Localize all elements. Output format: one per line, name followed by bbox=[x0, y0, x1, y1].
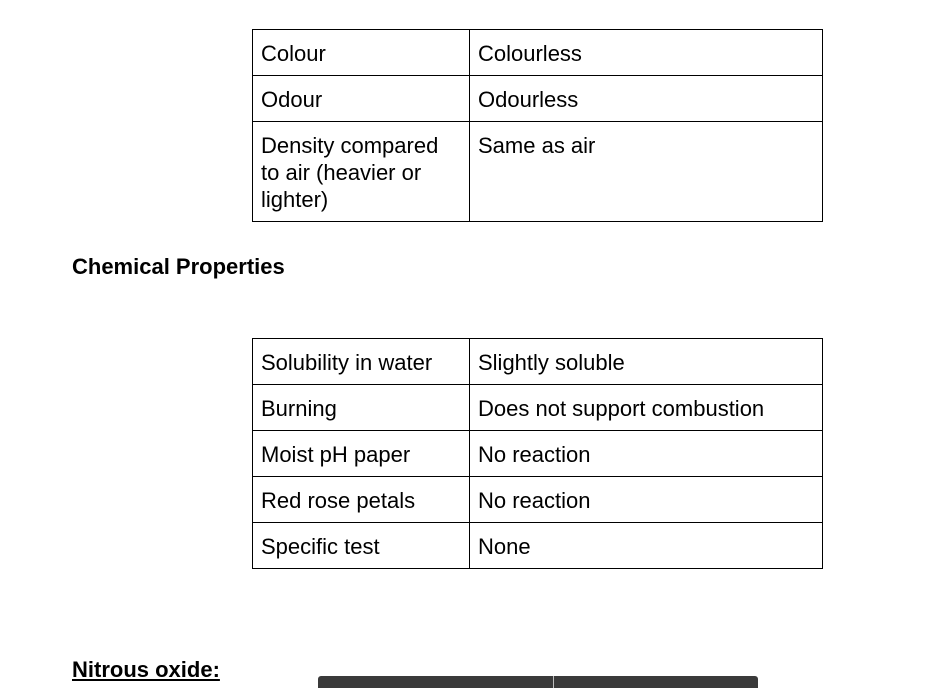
column-divider bbox=[553, 676, 554, 688]
value-cell: Odourless bbox=[470, 76, 823, 122]
property-cell: Red rose petals bbox=[253, 477, 470, 523]
nitrous-oxide-heading: Nitrous oxide: bbox=[72, 657, 220, 682]
physical-properties-table bbox=[252, 29, 823, 222]
table-row bbox=[253, 76, 823, 122]
value-cell: Colourless bbox=[470, 30, 823, 76]
nitrous-oxide-table-top-edge bbox=[318, 676, 758, 688]
value-cell: Does not support combustion bbox=[470, 385, 823, 431]
property-cell: Burning bbox=[253, 385, 470, 431]
table-row bbox=[253, 477, 823, 523]
table-row bbox=[253, 431, 823, 477]
table-row bbox=[253, 30, 823, 76]
chemical-properties-table bbox=[252, 338, 823, 569]
table-row bbox=[253, 339, 823, 385]
property-cell: Odour bbox=[253, 76, 470, 122]
value-cell: None bbox=[470, 523, 823, 569]
table-row bbox=[253, 523, 823, 569]
value-cell: No reaction bbox=[470, 431, 823, 477]
property-cell: Density compared to air (heavier or lighter) bbox=[253, 122, 470, 222]
table-row bbox=[253, 385, 823, 431]
value-cell: Same as air bbox=[470, 122, 823, 222]
property-cell: Colour bbox=[253, 30, 470, 76]
value-cell: No reaction bbox=[470, 477, 823, 523]
table-row bbox=[253, 122, 823, 222]
value-cell: Slightly soluble bbox=[470, 339, 823, 385]
property-cell: Moist pH paper bbox=[253, 431, 470, 477]
property-cell: Specific test bbox=[253, 523, 470, 569]
property-cell: Solubility in water bbox=[253, 339, 470, 385]
chemical-properties-heading: Chemical Properties bbox=[72, 254, 285, 279]
